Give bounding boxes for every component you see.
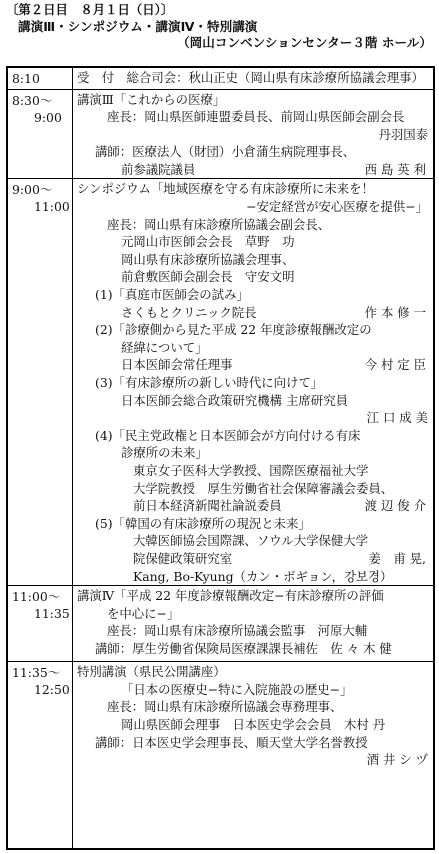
program-line [77, 568, 430, 586]
line-text: (3)「有床診療所の新しい時代に向けて」 [95, 375, 324, 390]
program-line [77, 550, 430, 568]
program-line [77, 161, 430, 179]
program-line [77, 126, 430, 144]
program-line [77, 716, 430, 734]
line-text: 日本医師会常任理事 [121, 357, 233, 373]
program-line [77, 91, 430, 109]
end-time: 11:35 [34, 606, 70, 622]
line-text: 東京女子医科大学教授、国際医療福祉大学 [133, 462, 369, 478]
line-text: 酒 井 シ ヅ [366, 752, 428, 768]
line-text: 受 付 総合司会：秋山正史（岡山県有床診療所協議会理事） [77, 70, 424, 85]
line-text: 前倉敷医師会副会長 守安文明 [121, 269, 295, 285]
line-text: (5)「韓国の有床診療所の現況と未来」 [95, 515, 311, 531]
line-text: −安定経営が安心医療を提供−」 [246, 199, 428, 215]
line-text: 「日本の医療史−特に入院施設の歴史−」 [121, 681, 353, 697]
program-header [6, 2, 436, 52]
program-line [77, 409, 430, 427]
line-text: 講演Ⅲ「これからの医療」 [77, 91, 226, 107]
program-line [77, 180, 430, 198]
line-text: 座長：岡山県医師連盟委員長、前岡山県医師会副会長 [107, 109, 405, 125]
end-time: 12:50 [34, 682, 70, 698]
line-text: 岡山県医師会理事 日本医史学会会員 木村 丹 [121, 716, 386, 732]
program-line [77, 356, 430, 374]
line-text: 講師：厚生労働省保険局医療課課長補佐 佐 々 木 健 [95, 640, 392, 656]
line-text: 日本医師会総合政策研究機構 主席研究員 [121, 392, 348, 408]
time-cell [7, 179, 73, 586]
line-text: 特別講演（県民公開講座） [77, 664, 226, 680]
schedule-table [6, 66, 435, 850]
line-text: 院保健政策研究室 [133, 550, 233, 566]
program-line [77, 321, 430, 339]
program-line [77, 268, 430, 286]
program-line [77, 339, 430, 357]
program-line [77, 640, 430, 658]
line-text: (2)「診療側から見た平成 22 年度診療報酬改定の [95, 322, 372, 338]
line-text: 丹羽国泰 [378, 126, 428, 142]
line-text: さくもとクリニック院長 [121, 304, 257, 320]
end-time: 11:00 [34, 199, 70, 215]
program-line [77, 497, 430, 515]
program-line [77, 444, 430, 462]
start-time: 8:10 [12, 71, 40, 86]
time-cell [7, 89, 73, 179]
program-line [77, 251, 430, 269]
line-text: Kang, Bo-Kyung（カン・ボギョン，강보경） [133, 568, 393, 584]
speaker-name: 今 村 定 臣 [364, 357, 426, 373]
time-cell [7, 586, 73, 662]
program-line [77, 286, 430, 304]
line-text: 座長：岡山県有床診療所協議会副会長、 [107, 216, 331, 232]
program-line [77, 392, 430, 410]
start-time: 11:00〜 [12, 589, 61, 605]
program-line [77, 108, 430, 126]
line-text: を中心に−」 [107, 605, 180, 621]
program-line [77, 427, 430, 445]
program-line [77, 681, 430, 699]
program-line [77, 734, 430, 752]
program-line [77, 143, 430, 161]
line-text: 座長：岡山県有床診療所協議会監事 河原大輔 [107, 623, 368, 639]
line-text: 前日本経済新聞社論説委員 [133, 498, 282, 514]
program-line [77, 532, 430, 550]
line-text: 岡山県有床診療所協議会理事、 [121, 251, 295, 267]
program-cell [73, 662, 435, 849]
line-text: 大学院教授 厚生労働省社会保障審議会委員、 [133, 480, 394, 496]
line-text: 大韓医師協会国際課、ソウル大学保健大学 [133, 533, 369, 549]
line-text: 江 口 成 美 [366, 410, 428, 426]
schedule-row [7, 662, 434, 849]
start-time: 11:35〜 [12, 665, 61, 681]
end-time: 9:00 [34, 109, 62, 125]
speaker-name: 姜 甫 晃, [368, 550, 426, 566]
line-text: 講演Ⅳ「平成 22 年度診療報酬改定−有床診療所の評価 [77, 588, 384, 604]
line-text: 元岡山市医師会会長 草野 功 [121, 234, 295, 250]
program-line [77, 622, 430, 640]
line-text: 診療所の未来」 [121, 445, 208, 461]
line-text: (1)「真庭市医師会の試み」 [95, 287, 249, 303]
program-cell [73, 67, 435, 89]
program-line [77, 304, 430, 322]
line-text: シンポジウム「地域医療を守る有床診療所に未来を！ [77, 181, 374, 197]
program-line [77, 216, 430, 234]
schedule-row [7, 179, 434, 586]
schedule-row [7, 67, 434, 89]
program-line [77, 69, 430, 87]
schedule-row [7, 89, 434, 179]
speaker-name: 作 本 修 一 [364, 304, 426, 320]
schedule-row [7, 586, 434, 662]
time-cell [7, 662, 73, 849]
program-line [77, 480, 430, 498]
line-text: 座長：岡山県有床診療所協議会専務理事、 [107, 699, 343, 715]
program-cell [73, 179, 435, 586]
program-line [77, 663, 430, 681]
program-cell [73, 586, 435, 662]
program-line [77, 515, 430, 533]
program-line [77, 462, 430, 480]
session-title: 講演Ⅲ・シンポジウム・講演Ⅳ・特別講演 [18, 18, 258, 34]
speaker-name: 渡 辺 俊 介 [364, 498, 426, 514]
program-cell [73, 89, 435, 179]
day-date-heading: 〔第２日目 ８月１日（日）〕 [6, 2, 174, 17]
program-line [77, 751, 430, 769]
venue: （岡山コンベンションセンター３階 ホール） [177, 35, 432, 50]
program-line [77, 198, 430, 216]
program-line [77, 233, 430, 251]
start-time: 8:30〜 [12, 92, 53, 108]
line-text: 講師：医療法人（財団）小倉蒲生病院理事長、 [95, 144, 356, 160]
program-line [77, 698, 430, 716]
line-text: 経緯について」 [121, 339, 208, 355]
start-time: 9:00〜 [12, 182, 53, 198]
line-text: 講師：日本医史学会理事長、順天堂大学名誉教授 [95, 734, 368, 750]
line-text: (4)「民主党政権と日本医師会が方向付ける有床 [95, 427, 361, 443]
speaker-name: 西 島 英 利 [364, 161, 426, 177]
time-cell [7, 67, 73, 89]
program-line [77, 374, 430, 392]
program-line [77, 587, 430, 605]
program-line [77, 605, 430, 623]
schedule-body [7, 67, 434, 849]
line-text: 前参議院議員 [121, 161, 196, 177]
